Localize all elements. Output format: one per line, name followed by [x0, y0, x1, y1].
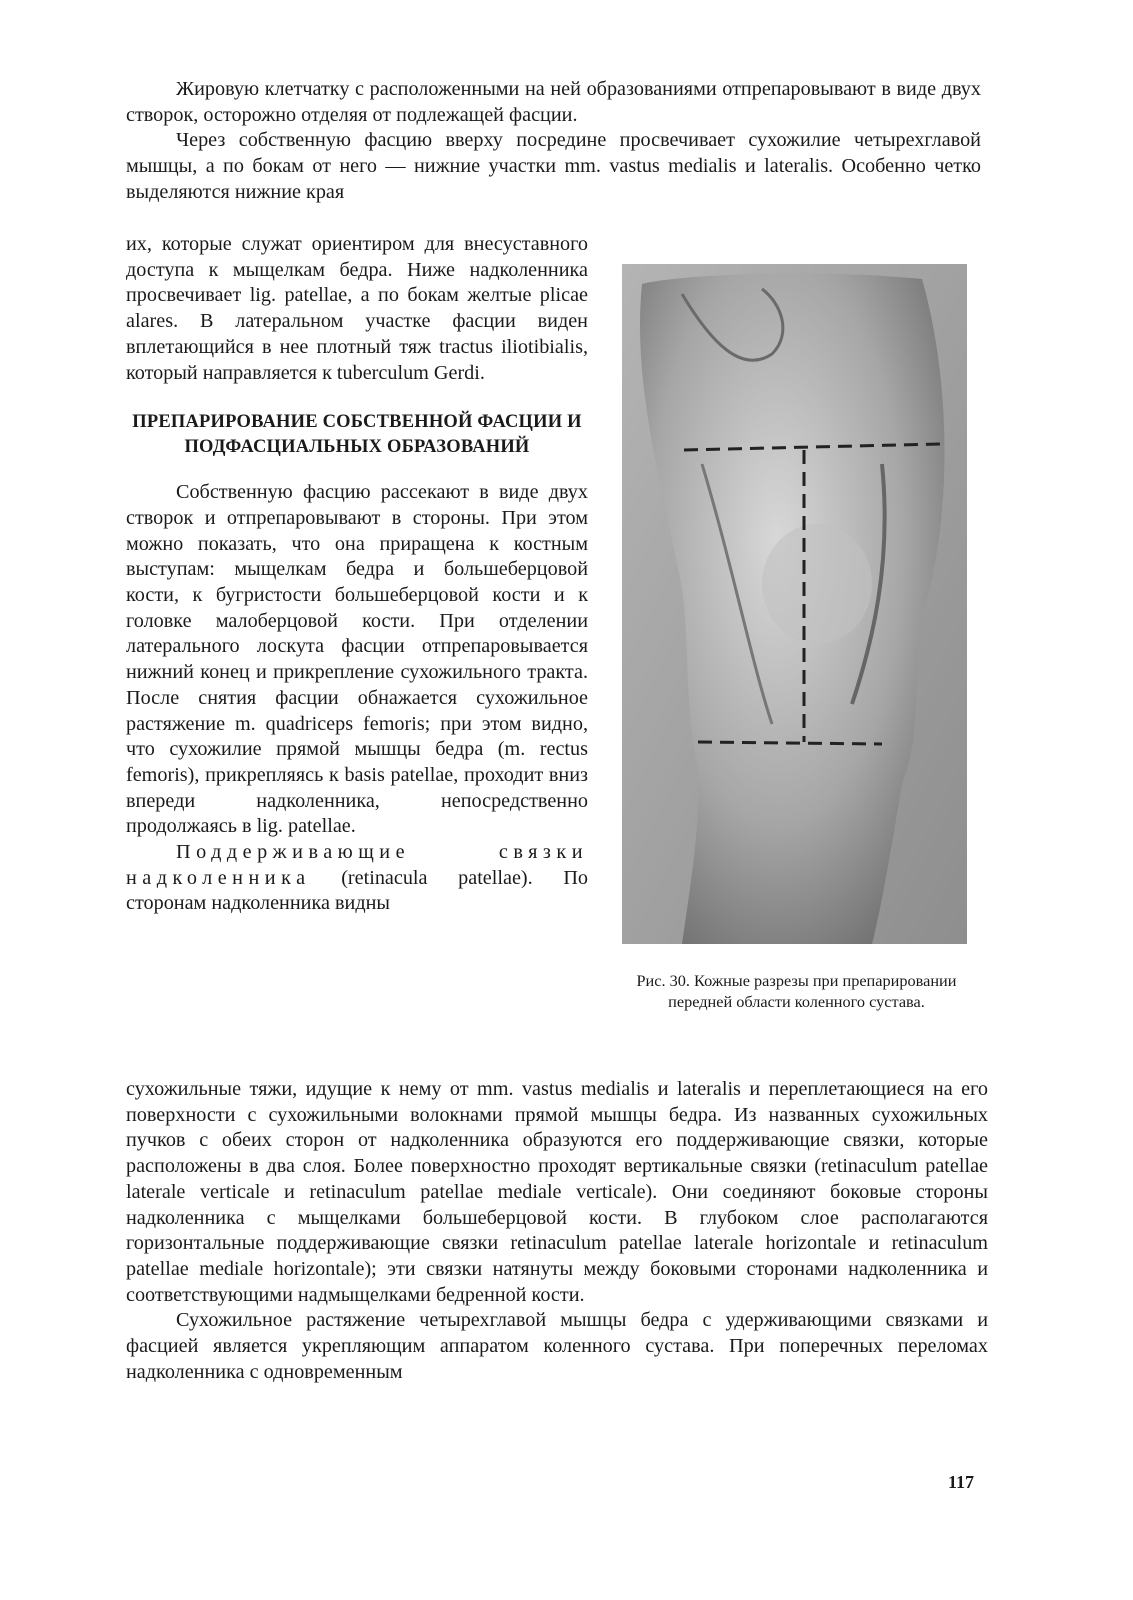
knee-illustration	[622, 264, 967, 944]
top-text-block	[126, 77, 981, 206]
paragraph: Собственную фасцию рассекают в виде двух створок и отпрепаровывают в стороны. При этом можно показать, что она приращена к костным выступам: мыщелкам бедра и большеберцовой кости, к бугристости большеберцовой кости и к головке малоберцовой кости. При отделении латерального лоскута фасции отпрепаровывается нижний конец и прикрепление сухожильного тракта. После снятия фасции обнажается сухожильное растяжение m. quadriceps femoris; при этом видно, что сухожилие прямой мышцы бедра (m. rectus femoris), прикрепляясь к basis patellae, проходит вниз впереди надколенника, непосредственно продолжаясь в lig. patellae.	[126, 481, 588, 838]
paragraph: их, которые служат ориентиром для внесуставного доступа к мыщелкам бедра. Ниже надколенника просвечивает lig. patellae, а по бокам желтые plicae alares. В латеральном участке фасции виден вплетающийся в нее плотный тяж tractus iliotibialis, который направляется к tuberculum Gerdi.	[126, 233, 588, 384]
bottom-text-block	[126, 1077, 988, 1385]
lower-incision-line	[698, 742, 882, 744]
paragraph: Через собственную фасцию вверху посредине просвечивает сухожилие четырехглавой мышцы, а по бокам от него — нижние участки mm. vastus medialis и lateralis. Особенно четко выделяются нижние края	[126, 129, 981, 203]
left-text-column	[126, 232, 588, 917]
paragraph-text: (retinacula patellae). По сторонам надколенника видны	[126, 866, 588, 915]
page-number: 117	[948, 1472, 975, 1492]
figure-caption: Рис. 30. Кожные разрезы при препарировании передней области коленного сустава.	[636, 971, 957, 1011]
knee-figure	[622, 264, 967, 944]
patella-shape	[762, 524, 872, 644]
paragraph: сухожильные тяжи, идущие к нему от mm. vastus medialis и lateralis и переплетающиеся на его поверхности с сухожильными волокнами прямой мышцы бедра. Из названных сухожильных пучков с обеих сторон от надколенника образуются его поддерживающие связки, которые расположены в два слоя. Более поверхностно проходят вертикальные связки (retinaculum patellae laterale verticale и retinaculum patellae mediale verticale). Они соединяют боковые стороны надколенника с мыщелками большеберцовой кости. В глубоком слое располагаются горизонтальные поддерживающие связки retinaculum patellae laterale horizontale и retinaculum patellae mediale horizontale); эти связки натянуты между боковыми сторонами надколенника и соответствующими надмыщелками бедренной кости.	[126, 1078, 988, 1306]
paragraph: Сухожильное растяжение четырехглавой мышцы бедра с удерживающими связками и фасцией является укрепляющим аппаратом коленного сустава. При поперечных переломах надколенника с одновременным	[126, 1309, 988, 1383]
paragraph	[126, 840, 588, 917]
section-heading: ПРЕПАРИРОВАНИЕ СОБСТВЕННОЙ ФАСЦИИ И ПОДФАСЦИАЛЬНЫХ ОБРАЗОВАНИЙ	[132, 412, 582, 458]
spaced-term: Поддерживающие связки надколенника	[126, 841, 588, 889]
paragraph: Жировую клетчатку с расположенными на ней образованиями отпрепаровывают в виде двух створок, осторожно отделяя от подлежащей фасции.	[126, 78, 981, 126]
